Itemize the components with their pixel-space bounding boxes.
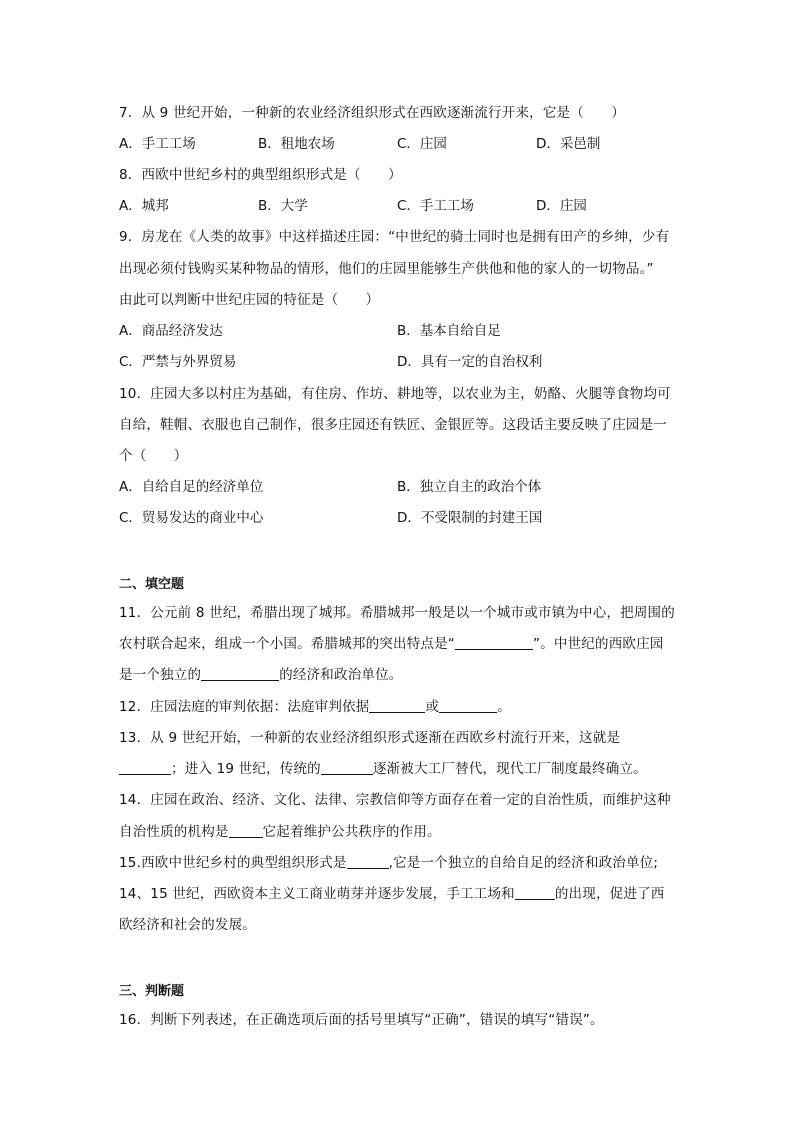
question-15-line	[119, 885, 664, 903]
q9-option-d: D．具有一定的自治权利	[397, 354, 543, 370]
question-12-line	[119, 698, 511, 716]
q9-option-b: B．基本自给自足	[397, 323, 501, 339]
question-10-stem-line: 10．庄园大多以村庄为基础，有住房、作坊、耕地等，以农业为主，奶酪、火腿等食物均可	[119, 386, 671, 402]
question-7-stem: 7．从 9 世纪开始，一种新的农业经济组织形式在西欧逐渐流行开来，它是（ ）	[119, 105, 626, 121]
question-13-line: 13．从 9 世纪开始，一种新的农业经济组织形式逐渐在西欧乡村流行开来，这就是	[119, 730, 621, 746]
fill-blank[interactable]	[119, 760, 171, 775]
q8-option-c: C．手工工场	[397, 198, 474, 214]
question-13-text: ；进入 19 世纪，传统的	[171, 761, 321, 777]
fill-blank[interactable]	[439, 698, 497, 713]
fill-blank[interactable]	[515, 885, 555, 900]
question-10-stem-line: 自给，鞋帽、衣服也自己制作，很多庄园还有铁匠、金银匠等。这段话主要反映了庄园是一	[119, 417, 667, 433]
question-12-text: 。	[497, 699, 511, 715]
q7-option-a: A．手工工场	[119, 136, 196, 152]
fill-blank[interactable]	[347, 854, 389, 869]
fill-blank[interactable]	[369, 698, 425, 713]
fill-blank[interactable]	[321, 760, 373, 775]
q8-option-d: D．庄园	[536, 198, 587, 214]
q7-option-c: C．庄园	[397, 136, 447, 152]
section-3-heading: 三、判断题	[119, 984, 185, 999]
fill-blank[interactable]	[229, 823, 263, 838]
question-15-text: 的出现，促进了西	[554, 886, 665, 902]
question-15-line: 欧经济和社会的发展。	[119, 917, 256, 933]
question-9-stem-line: 出现必须付钱购买某种物品的情形，他们的庄园里能够生产供他和他的家人的一切物品。”	[119, 261, 654, 277]
q10-option-d: D．不受限制的封建王国	[397, 510, 543, 526]
question-16-stem: 16．判断下列表述，在正确选项后面的括号里填写“正确”，错误的填写“错误”。	[119, 1012, 604, 1028]
question-14-text: 它起着维护公共秩序的作用。	[262, 824, 441, 840]
section-2-heading: 二、填空题	[119, 577, 185, 592]
question-9-stem-line: 9．房龙在《人类的故事》中这样描述庄园：“中世纪的骑士同时也是拥有田产的乡绅，少有	[119, 229, 670, 245]
q8-option-a: A．城邦	[119, 198, 169, 214]
question-15-text: 15.西欧中世纪乡村的典型组织形式是	[119, 855, 347, 871]
question-14-line	[119, 823, 441, 841]
q10-option-a: A．自给自足的经济单位	[119, 479, 264, 495]
question-11-line	[119, 635, 664, 653]
q7-option-b: B．租地农场	[258, 136, 335, 152]
q7-option-d: D．采邑制	[536, 136, 601, 152]
question-11-line: 11．公元前 8 世纪，希腊出现了城邦。希腊城邦一般是以一个城市或市镇为中心，把周围的	[119, 605, 675, 621]
question-10-stem-line: 个（ ）	[119, 448, 188, 464]
q10-option-b: B．独立自主的政治个体	[397, 479, 542, 495]
question-9-stem-line: 由此可以判断中世纪庄园的特征是（ ）	[119, 292, 380, 308]
question-11-text: 是一个独立的	[119, 667, 202, 683]
question-13-line	[119, 760, 647, 778]
question-15-text: ,它是一个独立的自给自足的经济和政治单位;	[388, 855, 659, 871]
question-11-text: 的经济和政治单位。	[279, 667, 403, 683]
question-13-text: 逐渐被大工厂替代，现代工厂制度最终确立。	[372, 761, 647, 777]
question-11-text: 农村联合起来，组成一个小国。希腊城邦的突出特点是“	[119, 636, 455, 652]
fill-blank[interactable]	[455, 635, 533, 650]
question-14-text: 自治性质的机构是	[119, 824, 229, 840]
q9-option-a: A．商品经济发达	[119, 323, 223, 339]
question-14-line: 14．庄园在政治、经济、文化、法律、宗教信仰等方面存在着一定的自治性质，而维护这种	[119, 792, 671, 808]
fill-blank[interactable]	[201, 666, 279, 681]
q10-option-c: C．贸易发达的商业中心	[119, 510, 264, 526]
question-12-text: 或	[425, 699, 440, 715]
question-11-line	[119, 666, 403, 684]
question-15-text: 14、15 世纪，西欧资本主义工商业萌芽并逐步发展，手工工场和	[119, 886, 515, 902]
question-15-line	[119, 854, 658, 872]
q8-option-b: B．大学	[258, 198, 308, 214]
question-8-stem: 8．西欧中世纪乡村的典型组织形式是（ ）	[119, 167, 402, 183]
question-12-text: 12．庄园法庭的审判依据：法庭审判依据	[119, 699, 370, 715]
question-11-text: ”。中世纪的西欧庄园	[533, 636, 664, 652]
q9-option-c: C．严禁与外界贸易	[119, 354, 237, 370]
